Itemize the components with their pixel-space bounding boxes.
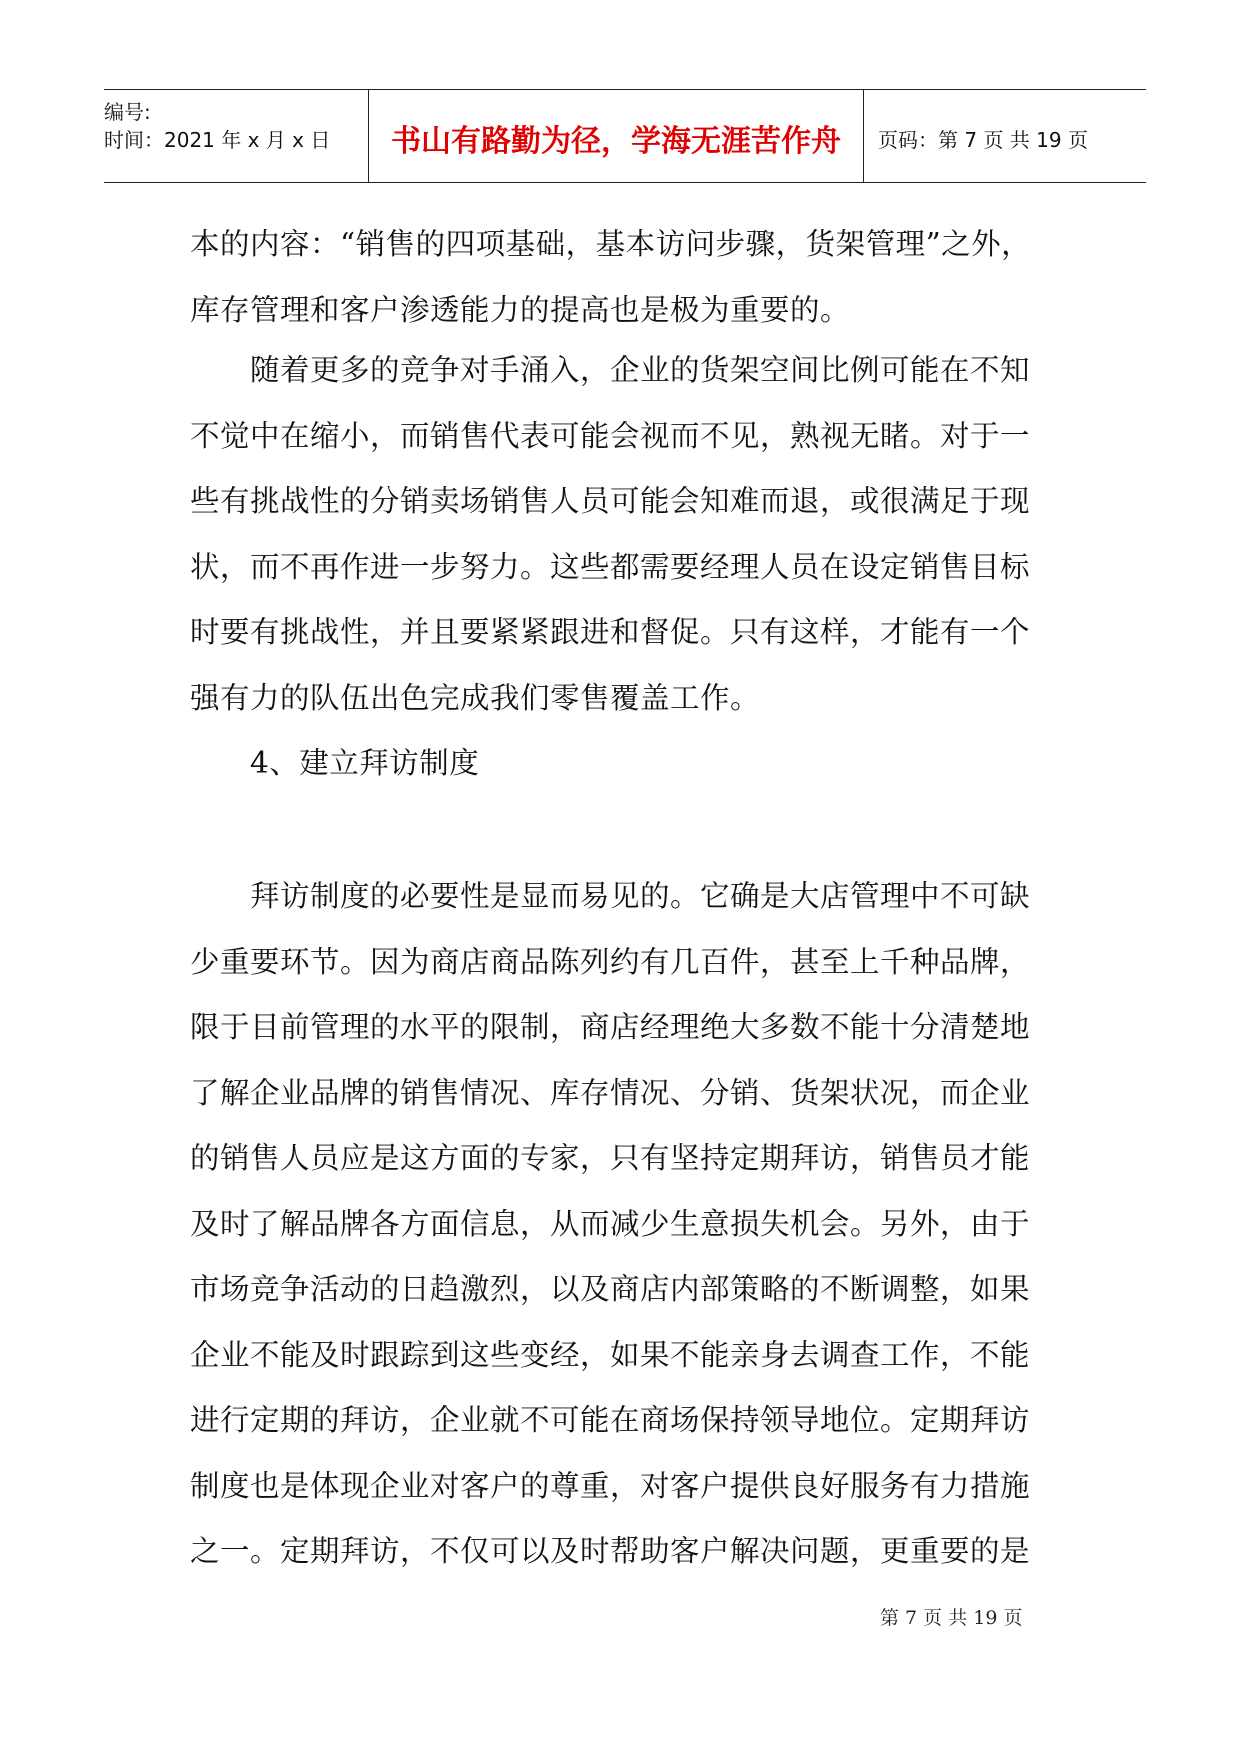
document-number-label: 编号: — [104, 100, 151, 124]
text-line: 的销售人员应是这方面的专家，只有坚持定期拜访，销售员才能 — [190, 1141, 1031, 1175]
text-line: 随着更多的竞争对手涌入，企业的货架空间比例可能在不知 — [250, 353, 1031, 387]
header-page-label: 页码：第 7 页 共 19 页 — [878, 128, 1088, 152]
text-line: 少重要环节。因为商店商品陈列约有几百件，甚至上千种品牌， — [190, 944, 1031, 979]
text-line: 不觉中在缩小，而销售代表可能会视而不见，熟视无睹。对于一 — [190, 418, 1031, 453]
text-line: 状，而不再作进一步努力。这些都需要经理人员在设定销售目标 — [190, 549, 1031, 584]
text-line: 了解企业品牌的销售情况、库存情况、分销、货架状况，而企业 — [190, 1075, 1031, 1110]
document-header — [104, 89, 1146, 183]
text-line: 企业不能及时跟踪到这些变经，如果不能亲身去调查工作，不能 — [190, 1337, 1031, 1372]
text-line: 本的内容：“销售的四项基础，基本访问步骤，货架管理”之外， — [190, 227, 1032, 261]
text-line: 些有挑战性的分销卖场销售人员可能会知难而退，或很满足于现 — [190, 484, 1031, 518]
header-motto-cell — [369, 90, 864, 182]
header-page-cell — [864, 90, 1146, 182]
text-line: 强有力的队伍出色完成我们零售覆盖工作。 — [190, 680, 761, 715]
section-heading: 4、建立拜访制度 — [250, 746, 480, 780]
header-info-cell — [104, 90, 369, 182]
text-line: 市场竞争活动的日趋激烈，以及商店内部策略的不断调整，如果 — [190, 1272, 1031, 1306]
header-motto: 书山有路勤为径，学海无涯苦作舟 — [391, 124, 841, 159]
text-line: 限于目前管理的水平的限制，商店经理绝大多数不能十分清楚地 — [190, 1010, 1031, 1044]
text-line: 库存管理和客户渗透能力的提高也是极为重要的。 — [190, 292, 851, 327]
document-time-label: 时间：2021 年 x 月 x 日 — [104, 128, 331, 152]
paragraph-competition — [190, 338, 1060, 731]
text-line: 之一。定期拜访，不仅可以及时帮助客户解决问题，更重要的是 — [190, 1534, 1031, 1568]
text-line: 制度也是体现企业对客户的尊重，对客户提供良好服务有力措施 — [190, 1468, 1031, 1503]
paragraph-continuation — [190, 212, 1060, 343]
text-line: 拜访制度的必要性是显而易见的。它确是大店管理中不可缺 — [250, 879, 1031, 913]
paragraph-visit-system — [190, 864, 1060, 1585]
text-line: 进行定期的拜访，企业就不可能在商场保持领导地位。定期拜访 — [190, 1403, 1031, 1437]
text-line: 时要有挑战性，并且要紧紧跟进和督促。只有这样，才能有一个 — [190, 615, 1031, 649]
text-line: 及时了解品牌各方面信息，从而减少生意损失机会。另外，由于 — [190, 1206, 1031, 1241]
page-footer: 第 7 页 共 19 页 — [880, 1607, 1023, 1629]
